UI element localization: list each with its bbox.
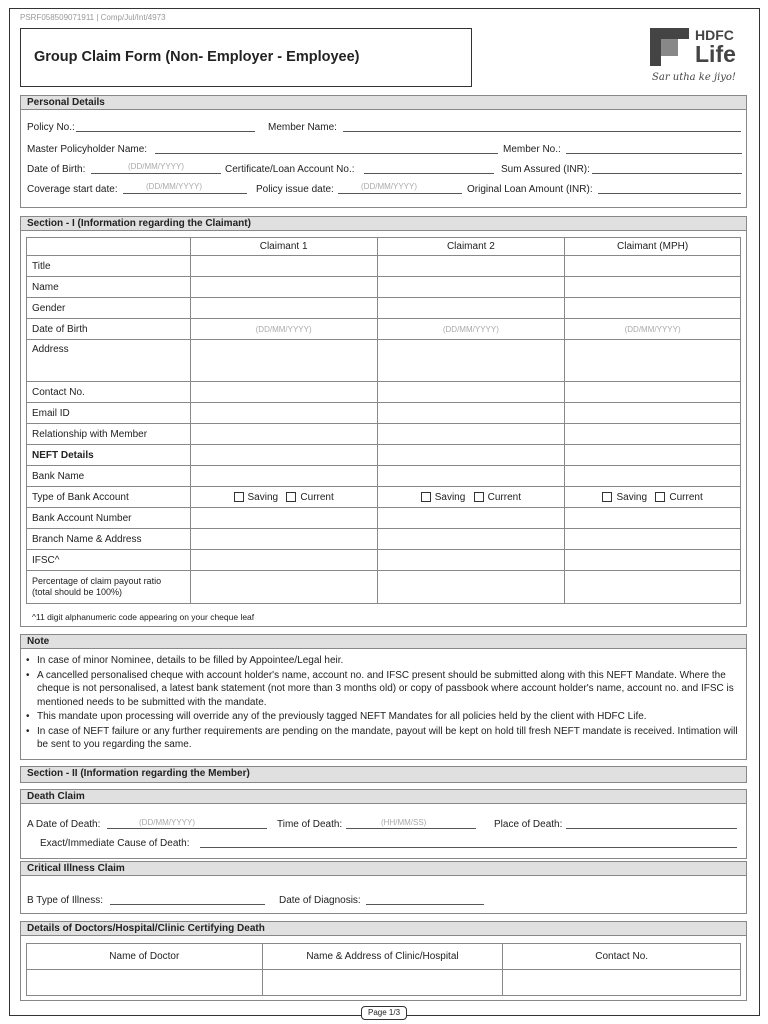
date-of-death-field[interactable]	[107, 828, 267, 829]
table-row: Bank Account Number	[27, 508, 741, 529]
death-claim-header: Death Claim	[20, 789, 747, 804]
table-row: NEFT Details	[27, 445, 741, 466]
col-claimant-1: Claimant 1	[190, 238, 377, 256]
sum-assured-field[interactable]	[592, 173, 742, 174]
type-of-illness-field[interactable]	[110, 904, 265, 905]
sum-assured-label: Sum Assured (INR):	[501, 164, 590, 175]
policy-issue-placeholder: (DD/MM/YYYY)	[361, 182, 417, 191]
table-row: Bank Name	[27, 466, 741, 487]
date-of-death-label: A Date of Death:	[27, 819, 101, 830]
type-of-illness-label: B Type of Illness:	[27, 895, 103, 906]
document-code: PSRF058509071911 | Comp/Jul/Int/4973	[20, 13, 166, 22]
table-row: Gender	[27, 298, 741, 319]
logo-brand: HDFC	[695, 27, 734, 43]
member-no-label: Member No.:	[503, 144, 561, 155]
doctor-details-header: Details of Doctors/Hospital/Clinic Certifying Death	[20, 921, 747, 936]
place-of-death-label: Place of Death:	[494, 819, 563, 830]
form-title: Group Claim Form (Non- Employer - Employee)	[34, 49, 360, 65]
dob-placeholder: (DD/MM/YYYY)	[128, 162, 184, 171]
personal-details-header: Personal Details	[20, 95, 747, 110]
date-of-diagnosis-label: Date of Diagnosis:	[279, 895, 361, 906]
ifsc-footnote: ^11 digit alphanumeric code appearing on your cheque leaf	[32, 612, 255, 622]
logo-tagline: Sar utha ke jiyo!	[652, 72, 736, 83]
policy-no-label: Policy No.:	[27, 122, 75, 133]
cause-of-death-field[interactable]	[200, 847, 737, 848]
coverage-start-placeholder: (DD/MM/YYYY)	[146, 182, 202, 191]
table-row: Percentage of claim payout ratio (total should be 100%)	[27, 571, 741, 604]
date-of-diagnosis-field[interactable]	[366, 904, 484, 905]
list-item: • This mandate upon processing will override any of the previously tagged NEFT Mandates for all policies held by the client with HDFC Life.	[24, 710, 740, 724]
policy-no-field[interactable]	[76, 131, 255, 132]
table-row: IFSC^	[27, 550, 741, 571]
table-row: Email ID	[27, 403, 741, 424]
orig-loan-field[interactable]	[598, 193, 741, 194]
member-name-label: Member Name:	[268, 122, 337, 133]
policy-issue-field[interactable]	[338, 193, 462, 194]
member-name-field[interactable]	[343, 131, 741, 132]
saving-checkbox[interactable]	[234, 492, 244, 502]
form-title-box	[20, 28, 472, 87]
section-1-header: Section - I (Information regarding the Claimant)	[20, 216, 747, 231]
current-checkbox[interactable]	[655, 492, 665, 502]
table-row: Type of Bank Account Saving Current Saving Current Saving Current	[27, 487, 741, 508]
time-of-death-placeholder: (HH/MM/SS)	[381, 818, 427, 827]
list-item: • In case of minor Nominee, details to be filled by Appointee/Legal heir.	[24, 654, 740, 668]
table-row: Date of Birth (DD/MM/YYYY) (DD/MM/YYYY) (DD/MM/YYYY)	[27, 319, 741, 340]
member-no-field[interactable]	[566, 153, 742, 154]
time-of-death-field[interactable]	[346, 828, 476, 829]
date-of-death-placeholder: (DD/MM/YYYY)	[139, 818, 195, 827]
list-item: • In case of NEFT failure or any further requirements are pending on the mandate, payout will be kept on hold till fresh NEFT mandate is received. Intimation will be sent to you regarding the same.	[24, 725, 740, 752]
time-of-death-label: Time of Death:	[277, 819, 343, 830]
list-item: • A cancelled personalised cheque with account holder's name, account no. and IFSC present should be submitted along with this NEFT Mandate. Where the cheque is not personalised, a latest bank statement (not more than 3 months old) or copy of passbook where account holder's name, account no. and IFSC is mentioned needs to be submitted with the mandate.	[24, 669, 740, 710]
doctor-table	[26, 943, 741, 996]
hdfc-life-logo	[650, 28, 750, 88]
orig-loan-label: Original Loan Amount (INR):	[467, 184, 593, 195]
col-claimant-mph: Claimant (MPH)	[565, 238, 741, 256]
master-policyholder-label: Master Policyholder Name:	[27, 144, 148, 155]
table-row: Branch Name & Address	[27, 529, 741, 550]
col-doctor-name: Name of Doctor	[27, 944, 263, 970]
note-header: Note	[20, 634, 747, 649]
col-claimant-2: Claimant 2	[377, 238, 565, 256]
cert-no-label: Certificate/Loan Account No.:	[225, 164, 355, 175]
master-policyholder-field[interactable]	[155, 153, 498, 154]
table-row: Contact No.	[27, 382, 741, 403]
current-checkbox[interactable]	[474, 492, 484, 502]
current-checkbox[interactable]	[286, 492, 296, 502]
place-of-death-field[interactable]	[566, 828, 737, 829]
dob-label: Date of Birth:	[27, 164, 86, 175]
dob-field[interactable]	[91, 173, 221, 174]
col-contact-no: Contact No.	[503, 944, 741, 970]
page-number: Page 1/3	[361, 1006, 407, 1020]
critical-illness-header: Critical Illness Claim	[20, 861, 747, 876]
policy-issue-label: Policy issue date:	[256, 184, 334, 195]
table-row: Address	[27, 340, 741, 382]
coverage-start-field[interactable]	[123, 193, 247, 194]
logo-product: Life	[695, 41, 736, 67]
table-row: Name	[27, 277, 741, 298]
table-row	[27, 970, 741, 996]
col-clinic-address: Name & Address of Clinic/Hospital	[262, 944, 503, 970]
cause-of-death-label: Exact/Immediate Cause of Death:	[40, 838, 190, 849]
section-2-header: Section - II (Information regarding the Member)	[20, 766, 747, 783]
saving-checkbox[interactable]	[602, 492, 612, 502]
note-list	[24, 654, 740, 753]
claimant-table-header	[27, 238, 741, 256]
saving-checkbox[interactable]	[421, 492, 431, 502]
table-row: Relationship with Member	[27, 424, 741, 445]
claimant-table	[26, 237, 741, 604]
table-row	[27, 944, 741, 970]
coverage-start-label: Coverage start date:	[27, 184, 118, 195]
table-row: Title	[27, 256, 741, 277]
cert-no-field[interactable]	[364, 173, 494, 174]
